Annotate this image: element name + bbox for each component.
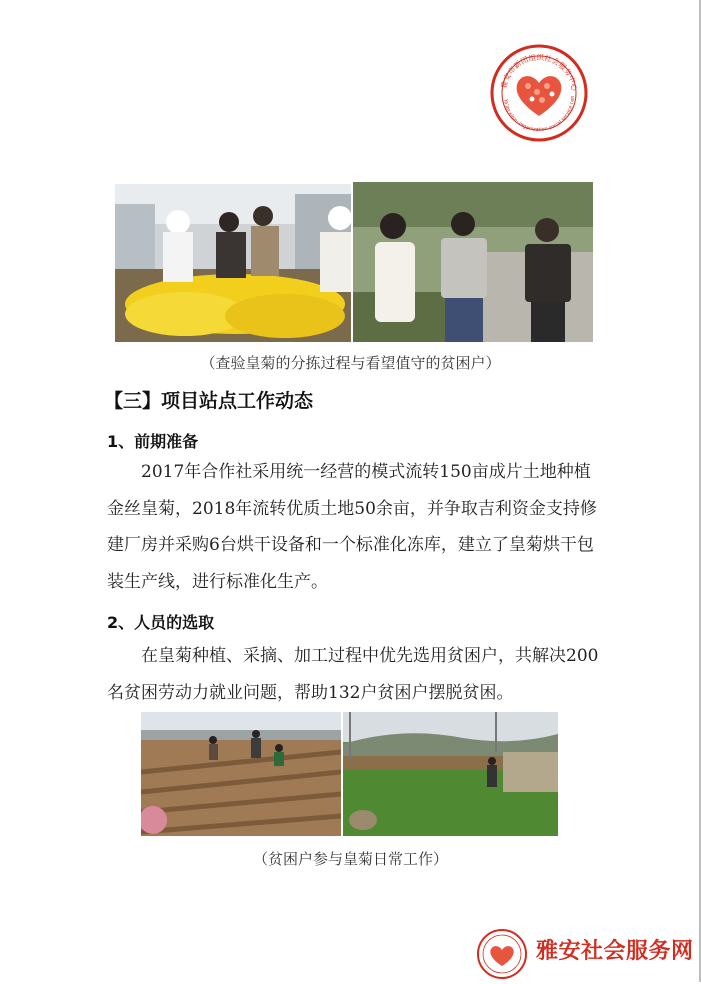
footer-logo bbox=[476, 928, 528, 980]
footer-brand[interactable]: 雅安社会服务网 bbox=[536, 939, 694, 964]
organization-logo bbox=[490, 44, 588, 142]
logo-ring-text-en: Ya'an xinzu organization social service cen bbox=[502, 95, 577, 134]
sub2-paragraph: 在皇菊种植、采摘、加工过程中优先选用贫困户，共解决200名贫困劳动力就业问题，帮助132户贫困户摆脱贫困。 bbox=[107, 646, 599, 703]
photo-caption-1: （查验皇菊的分拣过程与看望值守的贫困户） bbox=[200, 354, 501, 372]
sub1-heading: 1、前期准备 bbox=[107, 432, 199, 451]
photo-green-field bbox=[343, 712, 558, 836]
photo-visiting-household bbox=[353, 182, 593, 342]
logo-ring-text: 雅安市新团组织社会服务中心 bbox=[499, 52, 580, 92]
sub1-paragraph: 2017年合作社采用统一经营的模式流转150亩成片土地种植金丝皇菊，2018年流转优质土地50余亩，并争取吉利资金支持修建厂房并采购6台烘干设备和一个标准化冻库，建立了皇菊烘干包装生产线，进行标准化生产。 bbox=[107, 462, 597, 592]
photo-field-planting bbox=[141, 712, 341, 836]
section-heading: 【三】项目站点工作动态 bbox=[104, 390, 314, 412]
sub2-heading: 2、人员的选取 bbox=[107, 613, 215, 632]
photo-sorting-chrysanthemums bbox=[115, 184, 351, 342]
photo-caption-2: （贫困户参与皇菊日常工作） bbox=[252, 850, 448, 868]
